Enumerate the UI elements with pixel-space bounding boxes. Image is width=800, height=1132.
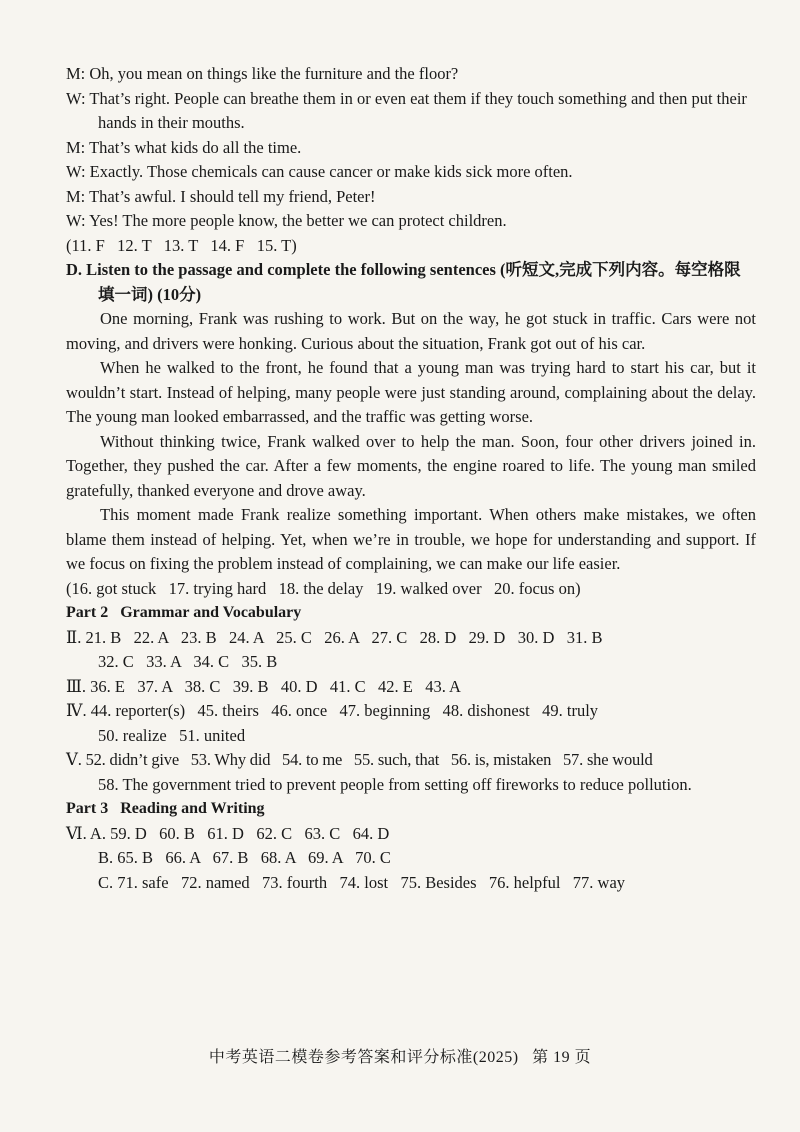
dialogue-text: That’s what kids do all the time. (89, 137, 302, 157)
dialogue-line (66, 87, 756, 136)
answers-V-line2: 58. The government tried to prevent people from setting off fireworks to reduce pollution. (98, 774, 692, 794)
passage-paragraph: When he walked to the front, he found that a young man was trying hard to start his car, but it wouldn’t start. Instead of helping, many people were just standing around, complaining about the delay. The young man looked embarrassed, and the traffic was getting worse. (66, 358, 756, 426)
speaker: M: (66, 64, 86, 83)
answers-II-line1: Ⅱ. 21. B 22. A 23. B 24. A 25. C 26. A 27. C 28. D 29. D 30. D 31. B (66, 627, 603, 647)
passage-paragraph: This moment made Frank realize something important. When others make mistakes, we often blame them instead of helping. Yet, when we’re in trouble, we hope for understanding and support. If we focus on fixing the problem instead of complaining, we can make our life easier. (66, 505, 756, 573)
page-content (66, 62, 756, 895)
dialogue-text: That’s awful. I should tell my friend, Peter! (89, 186, 376, 206)
speaker: W: (66, 88, 86, 108)
answers-V-line1: Ⅴ. 52. didn’t give 53. Why did 54. to me 55. such, that 56. is, mistaken 57. she would (66, 750, 653, 769)
section-d-heading: D. Listen to the passage and complete the following sentences (听短文,完成下列内容。每空格限填一词) (10分) (66, 260, 741, 304)
dialogue-text: Oh, you mean on things like the furniture and the floor? (89, 64, 459, 83)
dialogue-line (66, 209, 756, 234)
answers-VI-A: Ⅵ. A. 59. D 60. B 61. D 62. C 63. C 64. D (66, 823, 390, 843)
speaker: M: (66, 137, 86, 157)
speaker: M: (66, 186, 86, 206)
answers-IV-line2: 50. realize 51. united (98, 725, 246, 745)
dialogue-text: Yes! The more people know, the better we can protect children. (89, 211, 507, 230)
answers-c: (11. F 12. T 13. T 14. F 15. T) (66, 235, 297, 255)
answers-III: Ⅲ. 36. E 37. A 38. C 39. B 40. D 41. C 42. E 43. A (66, 676, 461, 696)
dialogue-line (66, 62, 756, 87)
dialogue-text: That’s right. People can breathe them in or even eat them if they touch something and then put their hands in their mouths. (89, 88, 747, 132)
passage-paragraph: One morning, Frank was rushing to work. But on the way, he got stuck in traffic. Cars were not moving, and drivers were honking. Curious about the situation, Frank got out of his car. (66, 309, 756, 353)
speaker: W: (66, 211, 86, 230)
answers-d: (16. got stuck 17. trying hard 18. the delay 19. walked over 20. focus on) (66, 578, 581, 598)
dialogue-line (66, 160, 756, 185)
dialogue-line (66, 185, 756, 210)
answers-IV-line1: Ⅳ. 44. reporter(s) 45. theirs 46. once 47. beginning 48. dishonest 49. truly (66, 701, 599, 720)
dialogue-text: Exactly. Those chemicals can cause cancer or make kids sick more often. (89, 162, 573, 181)
page-footer: 中考英语二模卷参考答案和评分标准(2025) 第 19 页 (208, 1049, 592, 1066)
dialogue-line (66, 136, 756, 161)
speaker: W: (66, 162, 86, 181)
answers-VI-C: C. 71. safe 72. named 73. fourth 74. lost 75. Besides 76. helpful 77. way (98, 872, 626, 892)
part3-title: Part 3 Reading and Writing (66, 800, 265, 817)
answers-VI-B: B. 65. B 66. A 67. B 68. A 69. A 70. C (98, 848, 391, 867)
answers-II-line2: 32. C 33. A 34. C 35. B (98, 652, 278, 671)
passage-paragraph: Without thinking twice, Frank walked over to help the man. Soon, four other drivers joined in. Together, they pushed the car. After a few moments, the engine roared to life. The young man smiled gratefully, thanked everyone and drove away. (66, 431, 756, 500)
part2-title: Part 2 Grammar and Vocabulary (66, 604, 302, 621)
